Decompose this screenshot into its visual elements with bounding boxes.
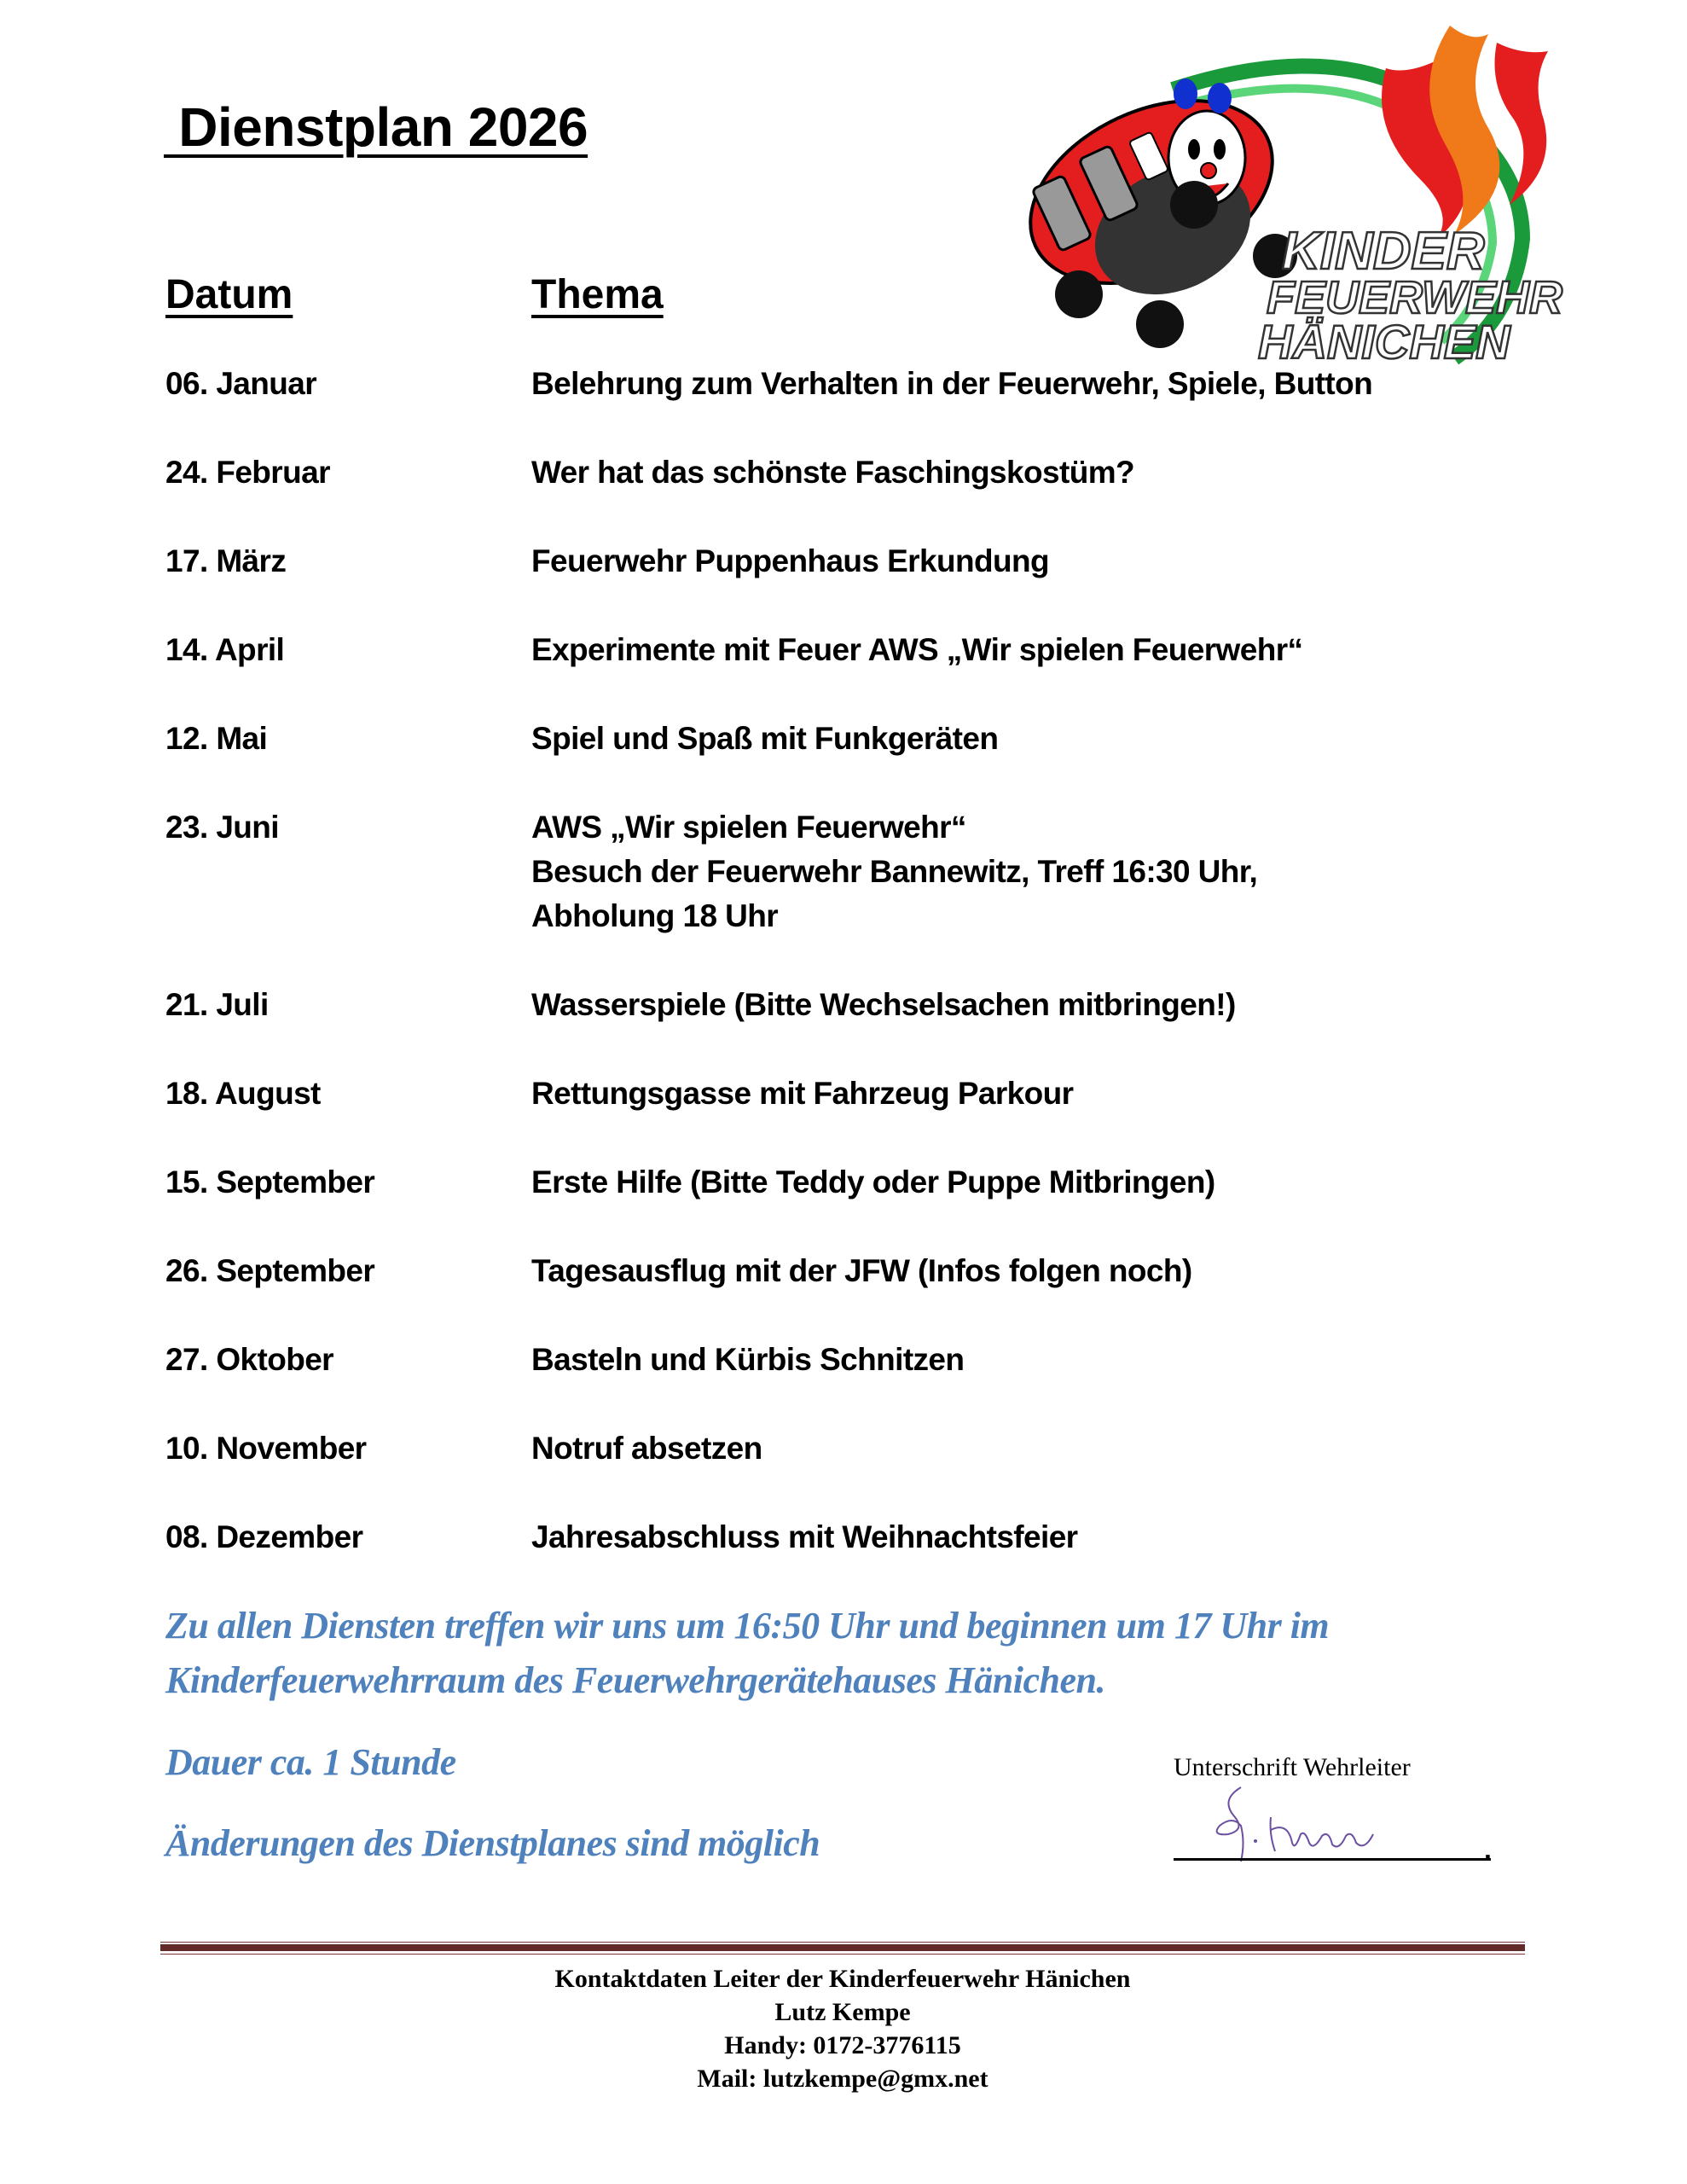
schedule-topic xyxy=(531,450,1530,495)
column-header-date: Datum xyxy=(165,272,293,317)
signature-label: Unterschrift Wehrleiter xyxy=(1174,1753,1411,1781)
logo-text-feuerwehr: FEUERWEHR xyxy=(1267,272,1563,323)
schedule-topic-line: Belehrung zum Verhalten in der Feuerwehr, Spiele, Button xyxy=(531,366,1373,401)
schedule-row xyxy=(165,1072,1530,1116)
schedule-topic xyxy=(531,1160,1530,1205)
meeting-note: Zu allen Diensten treffen wir uns um 16:50 Uhr und beginnen um 17 Uhr im Kinderfeuerwehrraum des Feuerwehrgerätehauses Hänichen. xyxy=(165,1605,1330,1701)
schedule-date: 10. November xyxy=(165,1431,367,1466)
schedule-topic xyxy=(531,362,1530,406)
schedule-row xyxy=(165,717,1530,761)
wheel xyxy=(1055,270,1103,318)
footer-phone: Handy: 0172-3776115 xyxy=(724,2031,961,2059)
logo-text-kinder: KINDER xyxy=(1282,222,1485,281)
schedule-topic xyxy=(531,1338,1530,1382)
schedule-topic-line: Wasserspiele (Bitte Wechselsachen mitbringen!) xyxy=(531,987,1236,1022)
schedule-date: 21. Juli xyxy=(165,987,269,1022)
schedule-topic xyxy=(531,983,1530,1027)
schedule-date: 08. Dezember xyxy=(165,1519,363,1554)
schedule-topic-line: AWS „Wir spielen Feuerwehr“ xyxy=(531,810,966,845)
schedule-topic xyxy=(531,628,1530,672)
schedule-row xyxy=(165,1515,1530,1560)
schedule-row xyxy=(165,539,1530,584)
schedule-row xyxy=(165,362,1530,406)
page-title: Dienstplan 2026 xyxy=(164,96,588,158)
schedule-topic xyxy=(531,1249,1530,1293)
kinderfeuerwehr-logo xyxy=(1011,9,1608,367)
contact-footer xyxy=(160,1962,1525,2095)
schedule-row xyxy=(165,805,1530,938)
logo-text-haenichen: HÄNICHEN xyxy=(1258,315,1510,367)
column-header-topic: Thema xyxy=(531,272,664,317)
schedule-date: 23. Juni xyxy=(165,810,279,845)
footer-rule-thin-top xyxy=(160,1942,1525,1943)
schedule-topic-line: Feuerwehr Puppenhaus Erkundung xyxy=(531,543,1049,578)
schedule-topic xyxy=(531,805,1530,938)
handwritten-signature xyxy=(1194,1783,1433,1864)
footer-rule-thick xyxy=(160,1944,1525,1951)
schedule-row xyxy=(165,1160,1530,1205)
duration-note: Dauer ca. 1 Stunde xyxy=(165,1741,456,1783)
schedule-topic-line: Abholung 18 Uhr xyxy=(531,898,779,933)
schedule-topic-line: Besuch der Feuerwehr Bannewitz, Treff 16:30 Uhr, xyxy=(531,854,1258,889)
footer-mail[interactable]: Mail: lutzkempe@gmx.net xyxy=(697,2065,988,2093)
schedule-topic-line: Jahresabschluss mit Weihnachtsfeier xyxy=(531,1519,1078,1554)
schedule-topic xyxy=(531,1515,1530,1560)
schedule-row xyxy=(165,450,1530,495)
schedule-topic-line: Erste Hilfe (Bitte Teddy oder Puppe Mitbringen) xyxy=(531,1165,1215,1199)
schedule-date: 12. Mai xyxy=(165,721,268,756)
schedule-topic-line: Spiel und Spaß mit Funkgeräten xyxy=(531,721,999,756)
schedule-row xyxy=(165,1426,1530,1471)
schedule-topic xyxy=(531,1426,1530,1471)
footer-rule-thin-bottom xyxy=(160,1954,1525,1955)
blue-light-right xyxy=(1208,83,1232,113)
schedule-date: 26. September xyxy=(165,1253,375,1288)
schedule-date: 14. April xyxy=(165,632,285,667)
schedule-row xyxy=(165,628,1530,672)
schedule-date: 24. Februar xyxy=(165,455,330,490)
signature-dot: . xyxy=(1484,1834,1492,1865)
schedule-topic-line: Basteln und Kürbis Schnitzen xyxy=(531,1342,965,1377)
wheel xyxy=(1136,300,1184,348)
signature-line xyxy=(1174,1858,1491,1861)
schedule-row xyxy=(165,1338,1530,1382)
schedule-topic xyxy=(531,1072,1530,1116)
changes-note: Änderungen des Dienstplanes sind möglich xyxy=(165,1822,820,1864)
schedule-row xyxy=(165,983,1530,1027)
blue-light-left xyxy=(1174,78,1197,109)
schedule-date: 06. Januar xyxy=(165,366,317,401)
schedule-topic-line: Rettungsgasse mit Fahrzeug Parkour xyxy=(531,1076,1074,1111)
schedule-date: 27. Oktober xyxy=(165,1342,333,1377)
schedule-topic-line: Experimente mit Feuer AWS „Wir spielen Feuerwehr“ xyxy=(531,632,1303,667)
footer-heading: Kontaktdaten Leiter der Kinderfeuerwehr Hänichen xyxy=(554,1965,1131,1993)
schedule-topic xyxy=(531,717,1530,761)
schedule-topic xyxy=(531,539,1530,584)
footer-name: Lutz Kempe xyxy=(774,1998,911,2026)
schedule-topic-line: Wer hat das schönste Faschingskostüm? xyxy=(531,455,1135,490)
schedule-date: 15. September xyxy=(165,1165,375,1199)
schedule-row xyxy=(165,1249,1530,1293)
schedule-list xyxy=(165,362,1530,1604)
car-nose xyxy=(1201,163,1216,178)
schedule-date: 17. März xyxy=(165,543,287,578)
schedule-date: 18. August xyxy=(165,1076,321,1111)
wheel xyxy=(1170,181,1218,229)
schedule-topic-line: Tagesausflug mit der JFW (Infos folgen noch) xyxy=(531,1253,1192,1288)
schedule-topic-line: Notruf absetzen xyxy=(531,1431,762,1466)
